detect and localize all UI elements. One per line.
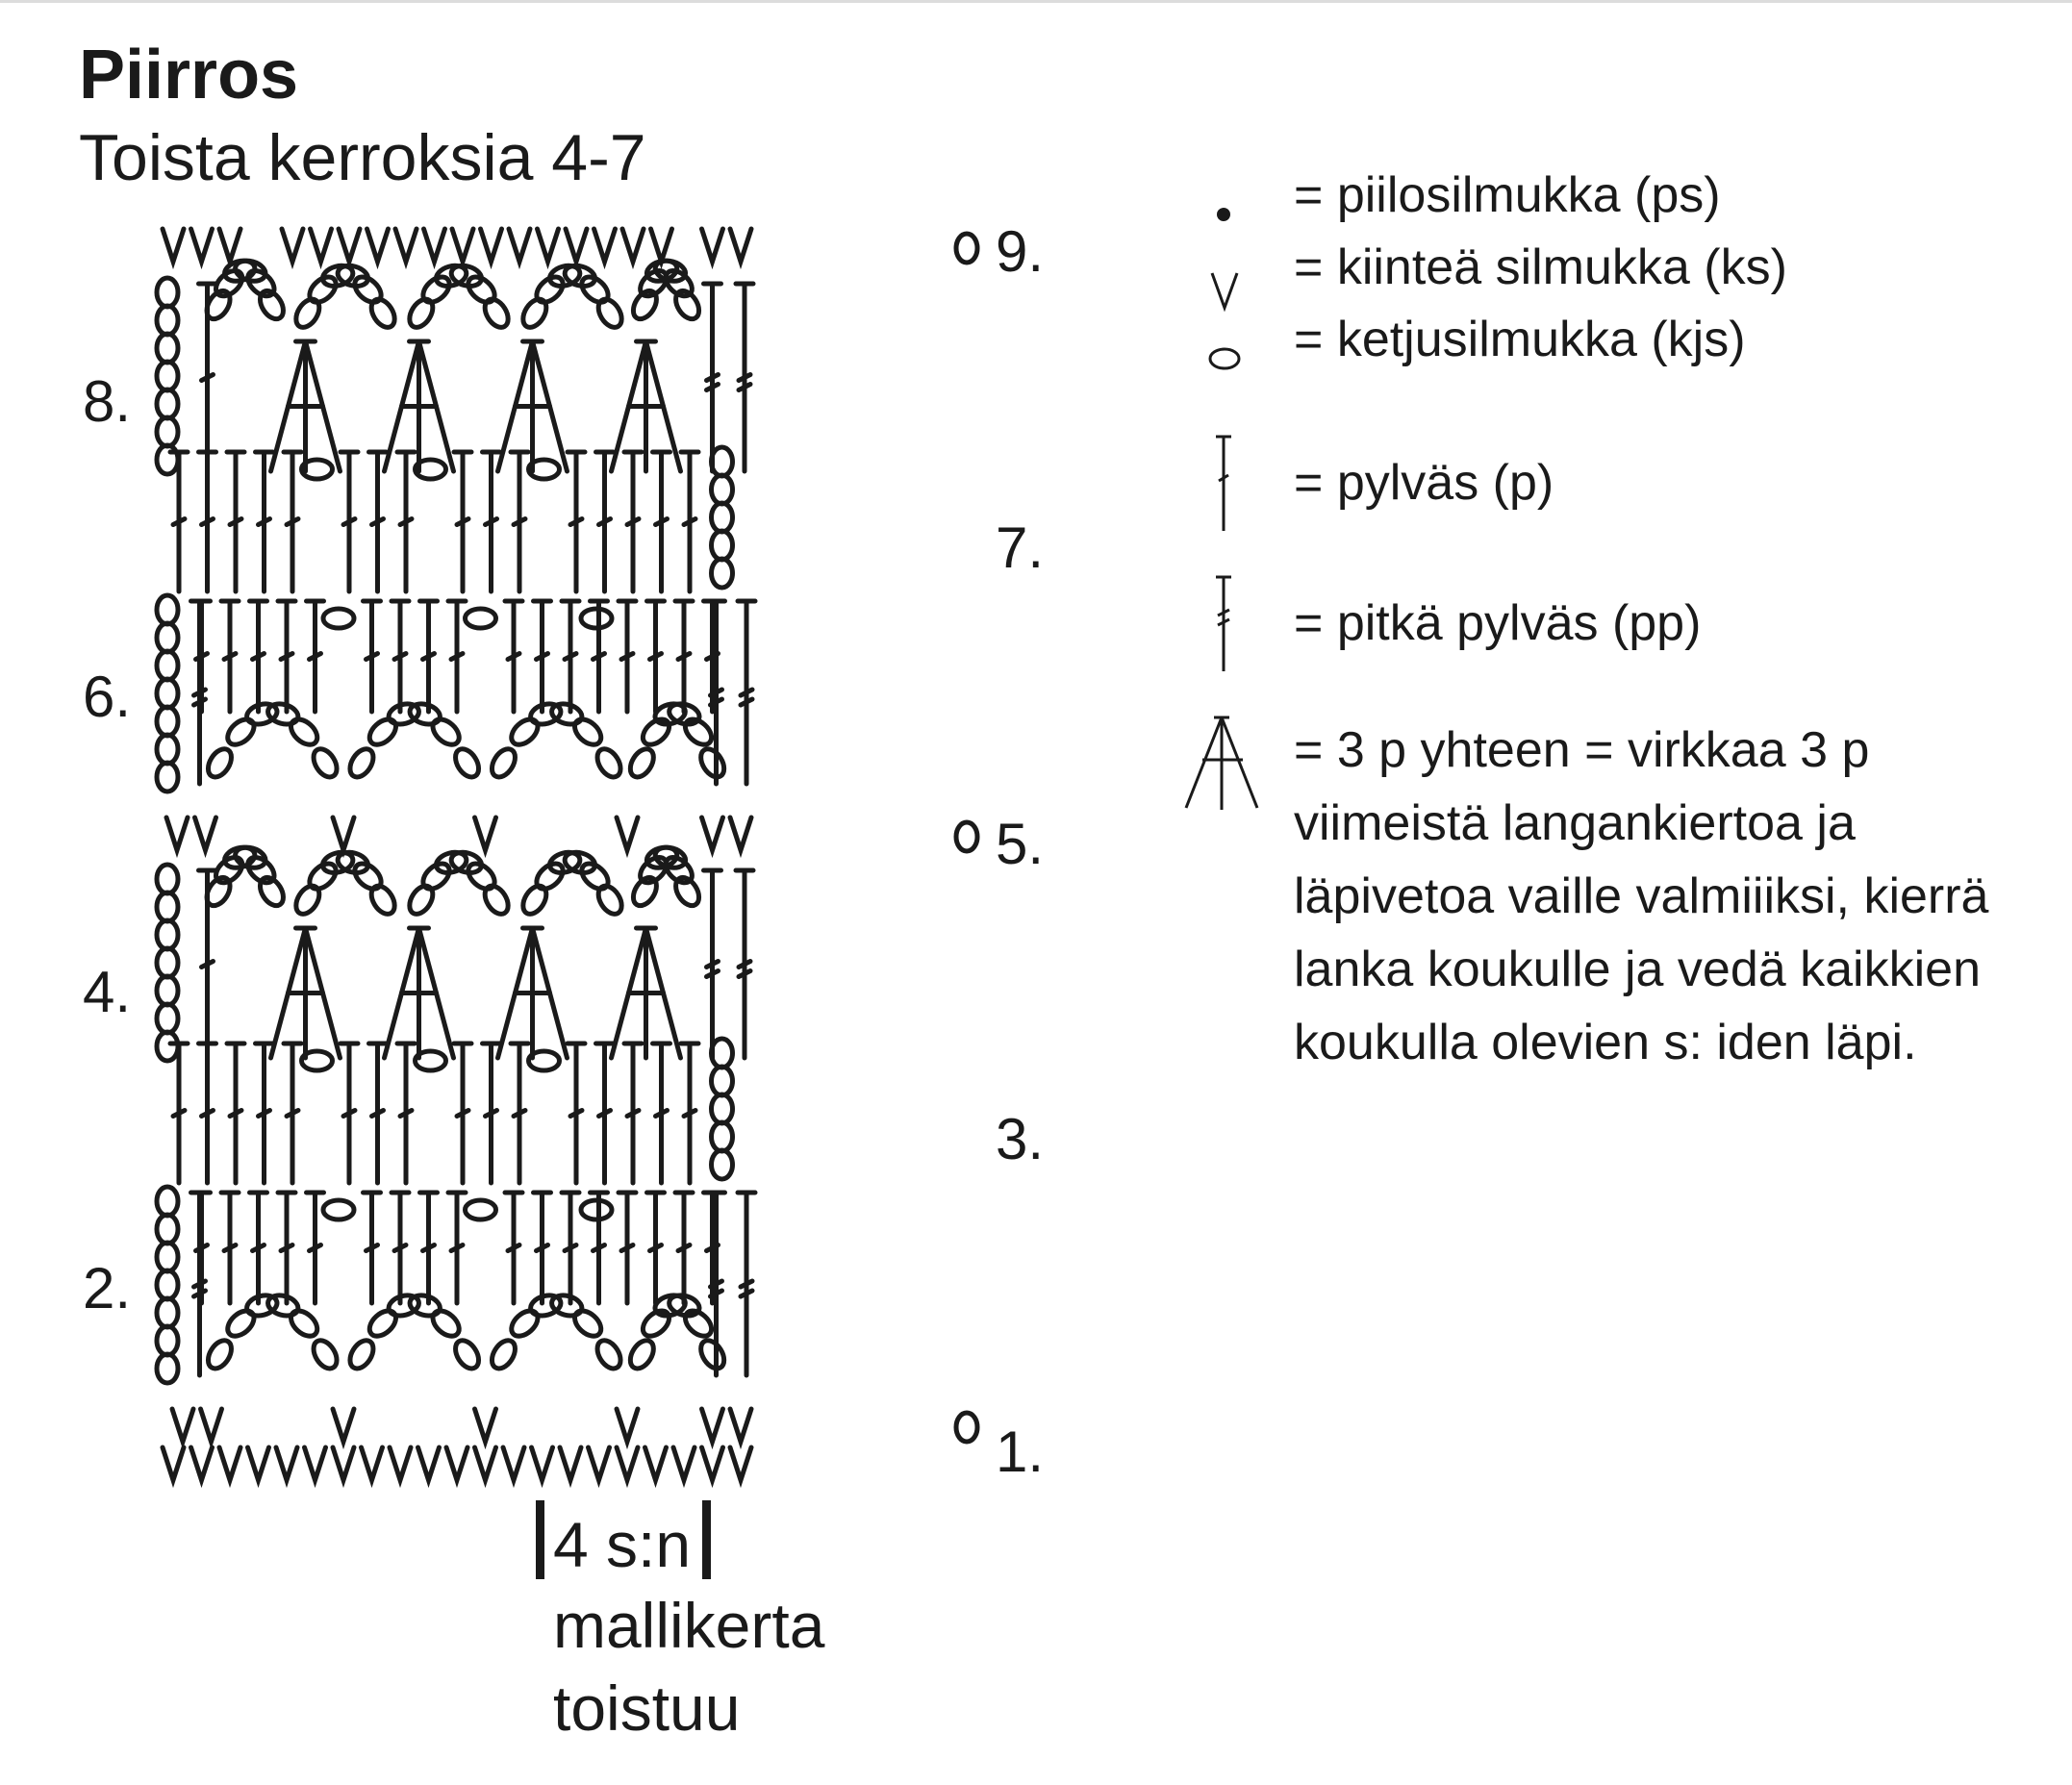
v-stitch bbox=[311, 229, 332, 262]
v-stitch bbox=[424, 229, 445, 262]
chain-oval bbox=[451, 1336, 484, 1372]
v-stitch bbox=[730, 1409, 751, 1442]
v-stitch bbox=[418, 1447, 440, 1480]
chain-oval bbox=[157, 763, 178, 792]
v-stitch bbox=[282, 229, 303, 262]
chain-oval bbox=[157, 1354, 178, 1383]
dc-stitch bbox=[278, 1193, 295, 1303]
chain-oval bbox=[671, 287, 704, 323]
cluster-stitch bbox=[271, 928, 341, 1058]
dc-stitch bbox=[397, 452, 415, 591]
v-stitch bbox=[475, 817, 496, 850]
legend-item-ks bbox=[1154, 231, 2059, 304]
dc-stitch bbox=[454, 1043, 471, 1183]
dc-stitch bbox=[454, 452, 471, 591]
dc-stitch bbox=[250, 1193, 267, 1303]
chain-oval bbox=[480, 882, 513, 918]
chain-oval bbox=[203, 744, 236, 781]
v-stitch bbox=[339, 229, 360, 262]
v-stitch bbox=[172, 1409, 193, 1442]
chart-title: Piirros bbox=[79, 37, 299, 113]
dc-stitch bbox=[505, 601, 522, 712]
dc-stitch bbox=[284, 1043, 301, 1183]
v-stitch bbox=[594, 229, 616, 262]
chain-oval bbox=[157, 707, 178, 736]
dc-stitch bbox=[568, 1043, 585, 1183]
legend-text-kjs: = ketjusilmukka (kjs) bbox=[1294, 312, 1746, 367]
dc-stitch bbox=[170, 1043, 188, 1183]
chain-oval bbox=[309, 1336, 341, 1372]
v-stitch bbox=[617, 817, 638, 850]
chain-oval bbox=[345, 1336, 378, 1372]
dc-stitch bbox=[591, 1193, 608, 1303]
dc-stitch bbox=[653, 452, 670, 591]
chain-oval bbox=[365, 1306, 400, 1341]
chain-oval bbox=[549, 1293, 584, 1320]
v-stitch bbox=[248, 1447, 269, 1480]
chain-oval bbox=[323, 1200, 354, 1219]
v-stitch bbox=[191, 229, 213, 262]
dc-stitch bbox=[199, 1043, 216, 1183]
legend-item-p bbox=[1154, 433, 2059, 539]
chain-oval bbox=[157, 892, 178, 921]
chain-oval bbox=[956, 234, 977, 263]
dc-stitch bbox=[341, 1043, 358, 1183]
chain-oval bbox=[593, 1336, 625, 1372]
dc-stitch bbox=[420, 1193, 438, 1303]
row-label-5: 5. bbox=[996, 812, 1045, 876]
chain-oval bbox=[157, 1032, 178, 1061]
v-stitch bbox=[195, 817, 216, 850]
dc-stitch bbox=[227, 452, 244, 591]
dot-icon bbox=[1154, 159, 1289, 232]
chain-oval bbox=[157, 1215, 178, 1244]
cluster-stitch bbox=[498, 928, 568, 1058]
chain-oval bbox=[366, 882, 399, 918]
chain-oval bbox=[157, 1187, 178, 1216]
chain-oval bbox=[157, 417, 178, 446]
v-stitch bbox=[446, 1447, 467, 1480]
v-stitch bbox=[452, 229, 473, 262]
chain-oval bbox=[345, 744, 378, 781]
tr-stitch bbox=[736, 284, 753, 471]
legend-text-ps: = piilosilmukka (ps) bbox=[1294, 167, 1721, 223]
dc-stitch bbox=[221, 601, 239, 712]
repeat-bracket-right bbox=[702, 1500, 711, 1579]
chain-oval bbox=[712, 1150, 733, 1179]
chain-oval bbox=[157, 976, 178, 1005]
legend-text-pp: = pitkä pylväs (pp) bbox=[1294, 595, 1702, 651]
tr-stitch bbox=[704, 284, 721, 471]
chain-oval bbox=[157, 1326, 178, 1355]
chain-oval bbox=[157, 735, 178, 764]
dc-stitch bbox=[420, 601, 438, 712]
chain-oval bbox=[680, 1306, 716, 1341]
dc-stitch bbox=[653, 1043, 670, 1183]
legend-item-cluster bbox=[1154, 714, 2059, 1098]
chain-oval bbox=[712, 1122, 733, 1151]
v-stitch bbox=[390, 1447, 411, 1480]
chain-oval bbox=[408, 1293, 442, 1320]
chain-oval bbox=[625, 744, 658, 781]
dc-stitch bbox=[369, 1043, 387, 1183]
row-label-8: 8. bbox=[83, 369, 132, 434]
chain-oval bbox=[451, 744, 484, 781]
v-stitch bbox=[333, 1447, 354, 1480]
dc-stitch bbox=[568, 452, 585, 591]
v-stitch bbox=[622, 229, 644, 262]
chain-oval bbox=[255, 873, 288, 910]
chart-subtitle: Toista kerroksia 4-7 bbox=[79, 121, 646, 194]
chain-oval bbox=[157, 1298, 178, 1327]
chain-oval bbox=[428, 715, 464, 749]
chain-oval bbox=[594, 882, 626, 918]
row-label-9: 9. bbox=[996, 219, 1045, 284]
chain-oval bbox=[712, 1094, 733, 1123]
v-stitch bbox=[651, 229, 672, 262]
chain-oval bbox=[157, 595, 178, 624]
chain-oval bbox=[157, 445, 178, 474]
dc-stitch bbox=[647, 601, 665, 712]
legend-text-ks: = kiinteä silmukka (ks) bbox=[1294, 239, 1787, 295]
v-stitch bbox=[395, 229, 417, 262]
tr-stitch bbox=[738, 1193, 755, 1375]
v-stitch bbox=[566, 229, 587, 262]
row-label-7: 7. bbox=[996, 515, 1045, 580]
chain-oval bbox=[428, 1306, 464, 1341]
cluster-icon bbox=[1154, 714, 1289, 819]
v-stitch bbox=[219, 1447, 240, 1480]
v-stitch bbox=[166, 817, 188, 850]
dc-stitch bbox=[364, 1193, 381, 1303]
legend-text-p: = pylväs (p) bbox=[1294, 455, 1554, 511]
v-stitch bbox=[589, 1447, 610, 1480]
v-stitch bbox=[702, 817, 723, 850]
v-stitch bbox=[333, 817, 354, 850]
v-stitch bbox=[305, 1447, 326, 1480]
dc-stitch bbox=[675, 1193, 693, 1303]
dc-stitch bbox=[511, 1043, 528, 1183]
cluster-stitch bbox=[385, 341, 454, 471]
legend-item-ps bbox=[1154, 159, 2059, 232]
chain-oval bbox=[712, 559, 733, 588]
chain-oval bbox=[203, 1336, 236, 1372]
chain-oval bbox=[157, 920, 178, 949]
tr-stitch bbox=[736, 870, 753, 1058]
v-stitch bbox=[475, 1409, 496, 1442]
dc-stitch bbox=[624, 1043, 642, 1183]
chain-oval bbox=[570, 1306, 606, 1341]
dc-stitch bbox=[681, 452, 698, 591]
chain-oval bbox=[157, 948, 178, 977]
v-stitch bbox=[560, 1447, 581, 1480]
dc-stitch bbox=[341, 452, 358, 591]
dc-stitch bbox=[221, 1193, 239, 1303]
chain-oval bbox=[712, 475, 733, 504]
chain-oval bbox=[671, 873, 704, 910]
chain-oval bbox=[487, 1336, 519, 1372]
cluster-stitch bbox=[612, 928, 681, 1058]
row-label-4: 4. bbox=[83, 960, 132, 1024]
chain-oval bbox=[507, 1306, 543, 1341]
v-stitch bbox=[163, 229, 184, 262]
v-stitch bbox=[367, 229, 389, 262]
chain-oval bbox=[712, 531, 733, 560]
chain-oval bbox=[480, 295, 513, 332]
dc-stitch-icon bbox=[1154, 433, 1289, 539]
dc-stitch bbox=[681, 1043, 698, 1183]
chain-oval bbox=[956, 1413, 977, 1442]
dc-stitch bbox=[284, 452, 301, 591]
dc-stitch bbox=[256, 1043, 273, 1183]
v-stitch bbox=[276, 1447, 297, 1480]
row-label-6: 6. bbox=[83, 665, 132, 729]
dc-stitch bbox=[534, 1193, 551, 1303]
dc-stitch bbox=[619, 601, 636, 712]
chain-oval bbox=[466, 1200, 496, 1219]
dc-stitch bbox=[562, 1193, 579, 1303]
dc-stitch bbox=[392, 601, 409, 712]
chain-oval bbox=[594, 295, 626, 332]
v-stitch bbox=[617, 1447, 638, 1480]
v-stitch bbox=[333, 1409, 354, 1442]
dc-stitch bbox=[392, 1193, 409, 1303]
chain-oval bbox=[157, 865, 178, 893]
tr-stitch bbox=[738, 601, 755, 784]
chain-oval bbox=[323, 609, 354, 628]
v-stitch bbox=[702, 1447, 723, 1480]
dc-stitch bbox=[619, 1193, 636, 1303]
chain-oval bbox=[507, 715, 543, 749]
v-stitch bbox=[673, 1447, 695, 1480]
legend-item-kjs bbox=[1154, 303, 2059, 376]
dc-stitch bbox=[647, 1193, 665, 1303]
chain-oval-icon bbox=[1154, 303, 1289, 390]
chain-oval bbox=[366, 295, 399, 332]
chain-oval bbox=[287, 715, 322, 749]
chain-oval bbox=[408, 701, 442, 728]
v-stitch bbox=[503, 1447, 524, 1480]
row-label-1: 1. bbox=[996, 1420, 1045, 1484]
cluster-stitch bbox=[271, 341, 341, 471]
chain-oval bbox=[157, 1004, 178, 1033]
dc-stitch bbox=[364, 601, 381, 712]
chain-oval bbox=[223, 1306, 259, 1341]
legend-text-cluster: = 3 p yhteen = virkkaa 3 p viimeistä langankiertoa ja läpivetoa vaille valmiiiksi, kierrä lanka koukulle ja vedä kaikkien koukulla olevien s: iden läpi. bbox=[1294, 722, 1989, 1070]
v-stitch bbox=[219, 229, 240, 262]
v-stitch bbox=[475, 1447, 496, 1480]
dc-stitch bbox=[624, 452, 642, 591]
v-stitch bbox=[362, 1447, 383, 1480]
v-stitch bbox=[509, 229, 530, 262]
chain-oval bbox=[680, 715, 716, 749]
v-stitch bbox=[617, 1409, 638, 1442]
v-stitch bbox=[645, 1447, 667, 1480]
tr-stitch-icon bbox=[1154, 573, 1289, 679]
chain-oval bbox=[309, 744, 341, 781]
v-stitch bbox=[201, 1409, 222, 1442]
row-label-3: 3. bbox=[996, 1107, 1045, 1171]
v-stitch bbox=[702, 229, 723, 262]
dc-stitch bbox=[227, 1043, 244, 1183]
repeat-bracket-left bbox=[536, 1500, 544, 1579]
cluster-stitch bbox=[385, 928, 454, 1058]
chain-oval bbox=[625, 1336, 658, 1372]
chain-oval bbox=[696, 744, 729, 781]
chain-oval bbox=[255, 287, 288, 323]
dc-stitch bbox=[483, 1043, 500, 1183]
chain-oval bbox=[157, 362, 178, 390]
tr-stitch bbox=[704, 870, 721, 1058]
chain-oval bbox=[157, 651, 178, 680]
chain-oval bbox=[287, 1306, 322, 1341]
dc-stitch bbox=[534, 601, 551, 712]
chain-oval bbox=[712, 1067, 733, 1095]
chain-oval bbox=[570, 715, 606, 749]
dc-stitch bbox=[511, 452, 528, 591]
v-stitch bbox=[481, 229, 502, 262]
legend-item-pp bbox=[1154, 573, 2059, 679]
chain-oval bbox=[265, 701, 300, 728]
chain-oval bbox=[157, 1243, 178, 1271]
chain-oval bbox=[223, 715, 259, 749]
chain-oval bbox=[696, 1336, 729, 1372]
chain-oval bbox=[593, 744, 625, 781]
chain-oval bbox=[956, 822, 977, 851]
chain-oval bbox=[212, 852, 247, 887]
dc-stitch bbox=[562, 601, 579, 712]
chain-oval bbox=[549, 701, 584, 728]
chain-oval bbox=[157, 334, 178, 363]
chain-oval bbox=[157, 1270, 178, 1299]
repeat-label: 4 s:n bbox=[553, 1509, 692, 1580]
chain-oval bbox=[265, 1293, 300, 1320]
dc-stitch bbox=[591, 601, 608, 712]
chain-oval bbox=[157, 679, 178, 708]
chain-oval bbox=[157, 278, 178, 307]
dc-stitch bbox=[397, 1043, 415, 1183]
chain-oval bbox=[157, 623, 178, 652]
repeat-text-1: mallikerta bbox=[553, 1590, 825, 1661]
chain-oval bbox=[466, 609, 496, 628]
v-stitch bbox=[702, 1409, 723, 1442]
dc-stitch bbox=[675, 601, 693, 712]
dc-stitch bbox=[250, 601, 267, 712]
chain-oval bbox=[212, 265, 247, 300]
dc-stitch bbox=[596, 1043, 614, 1183]
repeat-text-2: toistuu bbox=[553, 1672, 741, 1744]
v-stitch bbox=[730, 1447, 751, 1480]
v-stitch bbox=[163, 1447, 184, 1480]
v-stitch bbox=[532, 1447, 553, 1480]
row-label-2: 2. bbox=[83, 1256, 132, 1320]
dc-stitch bbox=[505, 1193, 522, 1303]
v-stitch bbox=[730, 817, 751, 850]
chain-oval bbox=[157, 306, 178, 335]
chain-oval bbox=[712, 503, 733, 532]
cluster-stitch bbox=[498, 341, 568, 471]
dc-stitch bbox=[278, 601, 295, 712]
chain-oval bbox=[157, 390, 178, 418]
v-stitch bbox=[191, 1447, 213, 1480]
chain-oval bbox=[365, 715, 400, 749]
v-stitch bbox=[538, 229, 559, 262]
chain-oval bbox=[487, 744, 519, 781]
v-stitch bbox=[730, 229, 751, 262]
